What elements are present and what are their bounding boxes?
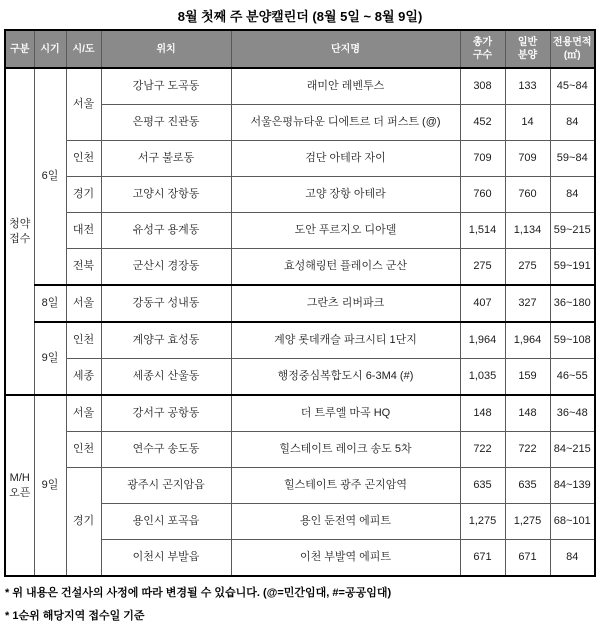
cell-total-units: 275 xyxy=(460,249,505,286)
cell-general-sale: 760 xyxy=(505,177,550,213)
cell-complex: 효성해링턴 플레이스 군산 xyxy=(231,249,460,286)
col-header-area-line2: (㎡) xyxy=(563,50,581,61)
cell-location: 용인시 포곡읍 xyxy=(101,504,231,540)
cell-location: 이천시 부발읍 xyxy=(101,540,231,577)
cell-period: 9일 xyxy=(34,322,66,395)
col-header-general-sale-line1: 일반 xyxy=(517,37,538,48)
cell-total-units: 1,514 xyxy=(460,213,505,249)
cell-region: 전북 xyxy=(66,249,101,286)
cell-region: 인천 xyxy=(66,432,101,468)
cell-area: 59~215 xyxy=(550,213,595,249)
table-row xyxy=(5,468,595,504)
cell-total-units: 760 xyxy=(460,177,505,213)
cell-complex: 그란츠 리버파크 xyxy=(231,285,460,322)
cell-area: 84~215 xyxy=(550,432,595,468)
cell-region: 대전 xyxy=(66,213,101,249)
page-title: 8월 첫째 주 분양캘린더 (8월 5일 ~ 8월 9일) xyxy=(177,9,423,24)
cell-total-units: 1,964 xyxy=(460,322,505,359)
cell-total-units: 148 xyxy=(460,395,505,432)
cell-total-units: 1,035 xyxy=(460,359,505,396)
cell-total-units: 709 xyxy=(460,141,505,177)
cell-location: 고양시 장항동 xyxy=(101,177,231,213)
cell-general-sale: 14 xyxy=(505,105,550,141)
cell-region: 세종 xyxy=(66,359,101,396)
cell-complex: 용인 둔전역 에피트 xyxy=(231,504,460,540)
cell-location: 은평구 진관동 xyxy=(101,105,231,141)
cell-region: 경기 xyxy=(66,177,101,213)
cell-location: 서구 불로동 xyxy=(101,141,231,177)
cell-region: 인천 xyxy=(66,141,101,177)
cell-total-units: 635 xyxy=(460,468,505,504)
cell-region: 서울 xyxy=(66,395,101,432)
cell-area: 45~84 xyxy=(550,68,595,105)
cell-area: 59~84 xyxy=(550,141,595,177)
cell-total-units: 407 xyxy=(460,285,505,322)
cell-region: 인천 xyxy=(66,322,101,359)
cell-region: 서울 xyxy=(66,68,101,141)
table-row xyxy=(5,249,595,286)
sale-calendar-table xyxy=(4,29,596,577)
col-header-area xyxy=(550,30,595,68)
cell-region: 경기 xyxy=(66,468,101,577)
cell-area: 84 xyxy=(550,177,595,213)
cell-period: 9일 xyxy=(34,395,66,576)
col-header-total-units xyxy=(460,30,505,68)
cell-general-sale: 671 xyxy=(505,540,550,577)
cell-general-sale: 635 xyxy=(505,468,550,504)
cell-location: 강서구 공항동 xyxy=(101,395,231,432)
table-row xyxy=(5,395,595,432)
cell-location: 세종시 산울동 xyxy=(101,359,231,396)
cell-general-sale: 1,964 xyxy=(505,322,550,359)
col-header-location: 위치 xyxy=(101,30,231,68)
cell-area: 59~191 xyxy=(550,249,595,286)
cell-location: 강남구 도곡동 xyxy=(101,68,231,105)
cell-location: 유성구 용계동 xyxy=(101,213,231,249)
col-header-category: 구분 xyxy=(5,30,34,68)
col-header-region: 시/도 xyxy=(66,30,101,68)
table-row xyxy=(5,322,595,359)
table-row xyxy=(5,177,595,213)
cell-general-sale: 709 xyxy=(505,141,550,177)
cell-general-sale: 1,134 xyxy=(505,213,550,249)
cell-total-units: 308 xyxy=(460,68,505,105)
cell-total-units: 671 xyxy=(460,540,505,577)
cell-general-sale: 275 xyxy=(505,249,550,286)
cell-complex: 서울은평뉴타운 디에트르 더 퍼스트 (@) xyxy=(231,105,460,141)
col-header-total-units-line2: 구수 xyxy=(472,50,493,61)
cell-area: 68~101 xyxy=(550,504,595,540)
cell-location: 강동구 성내동 xyxy=(101,285,231,322)
cell-location: 연수구 송도동 xyxy=(101,432,231,468)
cell-location: 계양구 효성동 xyxy=(101,322,231,359)
col-header-area-line1: 전용면적 xyxy=(552,37,592,48)
col-header-period: 시기 xyxy=(34,30,66,68)
cell-period: 8일 xyxy=(34,285,66,322)
cell-period: 6일 xyxy=(34,68,66,285)
footnotes xyxy=(3,584,597,623)
cell-general-sale: 148 xyxy=(505,395,550,432)
footnote-change-notice: * 위 내용은 건설사의 사정에 따라 변경될 수 있습니다. (@=민간임대, #=공공임대) xyxy=(5,587,392,599)
cell-complex: 이천 부발역 에피트 xyxy=(231,540,460,577)
cell-complex: 래미안 레벤투스 xyxy=(231,68,460,105)
cell-total-units: 452 xyxy=(460,105,505,141)
cell-total-units: 1,275 xyxy=(460,504,505,540)
cell-area: 59~108 xyxy=(550,322,595,359)
cell-area: 84~139 xyxy=(550,468,595,504)
col-header-general-sale-line2: 분양 xyxy=(517,50,538,61)
cell-total-units: 722 xyxy=(460,432,505,468)
cell-complex: 계양 롯데캐슬 파크시티 1단지 xyxy=(231,322,460,359)
cell-complex: 도안 푸르지오 디아델 xyxy=(231,213,460,249)
cell-general-sale: 327 xyxy=(505,285,550,322)
cell-area: 84 xyxy=(550,540,595,577)
cell-location: 광주시 곤지암읍 xyxy=(101,468,231,504)
header-row xyxy=(5,30,595,68)
col-header-complex: 단지명 xyxy=(231,30,460,68)
cell-general-sale: 1,275 xyxy=(505,504,550,540)
col-header-total-units-line1: 총가 xyxy=(472,37,493,48)
cell-general-sale: 159 xyxy=(505,359,550,396)
table-row xyxy=(5,68,595,105)
cell-general-sale: 133 xyxy=(505,68,550,105)
cell-complex: 고양 장항 아테라 xyxy=(231,177,460,213)
cell-complex: 검단 아테라 자이 xyxy=(231,141,460,177)
cell-location: 군산시 경장동 xyxy=(101,249,231,286)
cell-complex: 힐스테이트 광주 곤지암역 xyxy=(231,468,460,504)
cell-general-sale: 722 xyxy=(505,432,550,468)
cell-area: 84 xyxy=(550,105,595,141)
cell-complex: 행정중심복합도시 6-3M4 (#) xyxy=(231,359,460,396)
cell-area: 36~180 xyxy=(550,285,595,322)
cell-category: 청약 접수 xyxy=(5,68,34,395)
table-row xyxy=(5,285,595,322)
cell-area: 36~48 xyxy=(550,395,595,432)
table-row xyxy=(5,213,595,249)
cell-category: M/H 오픈 xyxy=(5,395,34,576)
table-row xyxy=(5,141,595,177)
cell-region: 서울 xyxy=(66,285,101,322)
cell-area: 46~55 xyxy=(550,359,595,396)
cell-complex: 더 트루엘 마곡 HQ xyxy=(231,395,460,432)
table-row xyxy=(5,359,595,396)
table-row xyxy=(5,432,595,468)
cell-complex: 힐스테이트 레이크 송도 5차 xyxy=(231,432,460,468)
col-header-general-sale xyxy=(505,30,550,68)
footnote-rank-basis: * 1순위 해당지역 접수일 기준 xyxy=(5,610,145,622)
